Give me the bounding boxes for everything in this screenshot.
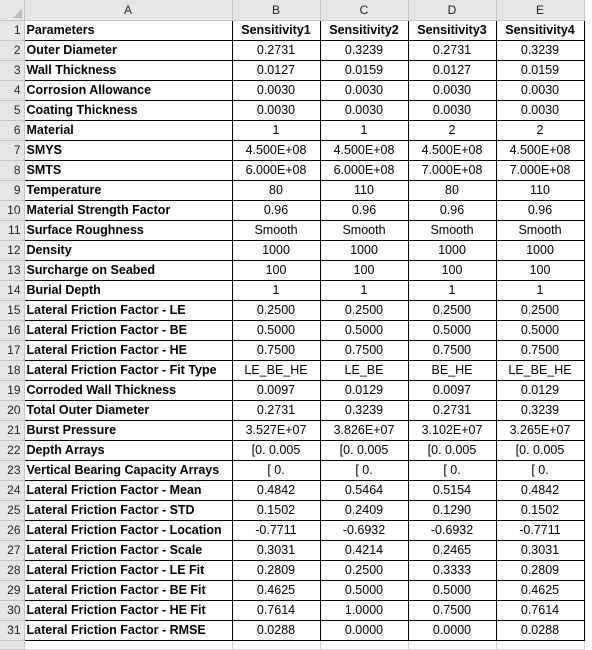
table-row [0,60,584,80]
value-cell-sensitivity2[interactable]: 6.000E+08 [320,160,408,180]
row-header[interactable]: 2 [0,40,24,60]
table-row [0,440,584,460]
table-row [0,240,584,260]
value-cell-sensitivity3[interactable]: 0.0127 [408,60,496,80]
value-cell-sensitivity4[interactable]: [0. 0.005 [496,440,584,460]
table-row [0,140,584,160]
value-cell-sensitivity4[interactable]: 0.7500 [496,340,584,360]
parameter-cell[interactable]: Lateral Friction Factor - LE [24,300,232,320]
value-cell-sensitivity1[interactable]: [0. 0.005 [232,440,320,460]
data-rows [0,40,584,640]
value-cell-sensitivity4[interactable]: 0.3239 [496,40,584,60]
value-cell-sensitivity3[interactable]: 4.500E+08 [408,140,496,160]
row-header[interactable]: 11 [0,220,24,240]
value-cell-sensitivity1[interactable]: 0.4625 [232,580,320,600]
value-cell-sensitivity3[interactable]: Smooth [408,220,496,240]
value-cell-sensitivity4[interactable]: 0.7614 [496,600,584,620]
table-row [0,480,584,500]
value-cell-sensitivity1[interactable]: 4.500E+08 [232,140,320,160]
value-cell-sensitivity1[interactable]: 0.96 [232,200,320,220]
value-cell-sensitivity4[interactable]: 100 [496,260,584,280]
row-header[interactable]: 13 [0,260,24,280]
table-row [0,500,584,520]
table-row [0,260,584,280]
value-cell-sensitivity3[interactable]: 2 [408,120,496,140]
value-cell-sensitivity1[interactable]: 3.527E+07 [232,420,320,440]
value-cell-sensitivity2[interactable]: 0.96 [320,200,408,220]
value-cell-sensitivity3[interactable]: 0.0097 [408,380,496,400]
value-cell-sensitivity3[interactable]: 0.0030 [408,100,496,120]
value-cell-sensitivity3[interactable]: 0.96 [408,200,496,220]
column-header-a[interactable]: A [24,0,232,20]
row-header[interactable]: 22 [0,440,24,460]
parameter-cell[interactable]: Lateral Friction Factor - RMSE [24,620,232,640]
row-header[interactable]: 19 [0,380,24,400]
parameter-cell[interactable]: Lateral Friction Factor - HE Fit [24,600,232,620]
table-row [0,560,584,580]
value-cell-sensitivity2[interactable]: 0.0159 [320,60,408,80]
cell-parameters-header[interactable]: Parameters [24,20,232,40]
value-cell-sensitivity1[interactable]: 80 [232,180,320,200]
cell-sensitivity4-header[interactable]: Sensitivity4 [496,20,584,40]
value-cell-sensitivity4[interactable]: Smooth [496,220,584,240]
value-cell-sensitivity1[interactable]: 1000 [232,240,320,260]
table-row [0,600,584,620]
table-row [0,320,584,340]
cell[interactable] [496,640,584,649]
parameter-cell[interactable]: Coating Thickness [24,100,232,120]
parameter-cell[interactable]: Lateral Friction Factor - BE Fit [24,580,232,600]
value-cell-sensitivity1[interactable]: 0.7614 [232,600,320,620]
value-cell-sensitivity1[interactable]: -0.7711 [232,520,320,540]
row-header[interactable]: 28 [0,560,24,580]
value-cell-sensitivity2[interactable]: 4.500E+08 [320,140,408,160]
value-cell-sensitivity1[interactable]: 100 [232,260,320,280]
value-cell-sensitivity4[interactable]: 4.500E+08 [496,140,584,160]
cell[interactable] [320,640,408,649]
parameter-cell[interactable]: Lateral Friction Factor - HE [24,340,232,360]
table-row [0,460,584,480]
parameter-cell[interactable]: SMTS [24,160,232,180]
value-cell-sensitivity4[interactable]: 2 [496,120,584,140]
value-cell-sensitivity4[interactable]: 0.4842 [496,480,584,500]
parameter-cell[interactable]: Lateral Friction Factor - STD [24,500,232,520]
select-all-triangle-icon [13,9,22,18]
parameter-cell[interactable]: Corroded Wall Thickness [24,380,232,400]
table-row [0,400,584,420]
row-header[interactable]: 6 [0,120,24,140]
value-cell-sensitivity4[interactable]: 0.2500 [496,300,584,320]
value-cell-sensitivity2[interactable]: [ 0. [320,460,408,480]
row-header[interactable]: 15 [0,300,24,320]
table-row [0,620,584,640]
value-cell-sensitivity3[interactable]: 0.2731 [408,400,496,420]
parameter-cell[interactable]: Lateral Friction Factor - Fit Type [24,360,232,380]
value-cell-sensitivity4[interactable]: 0.0288 [496,620,584,640]
value-cell-sensitivity3[interactable]: 0.1290 [408,500,496,520]
value-cell-sensitivity2[interactable]: 0.5464 [320,480,408,500]
value-cell-sensitivity2[interactable]: 0.2409 [320,500,408,520]
value-cell-sensitivity1[interactable]: [ 0. [232,460,320,480]
value-cell-sensitivity4[interactable]: -0.7711 [496,520,584,540]
value-cell-sensitivity1[interactable]: 0.5000 [232,320,320,340]
table-row [0,180,584,200]
row-header[interactable]: 27 [0,540,24,560]
value-cell-sensitivity3[interactable]: BE_HE [408,360,496,380]
value-cell-sensitivity2[interactable]: 1000 [320,240,408,260]
value-cell-sensitivity3[interactable]: [0. 0.005 [408,440,496,460]
row-header[interactable]: 1 [0,20,24,40]
table-row [0,540,584,560]
value-cell-sensitivity4[interactable]: 0.5000 [496,320,584,340]
parameter-cell[interactable]: Material [24,120,232,140]
value-cell-sensitivity3[interactable]: 1 [408,280,496,300]
row-header[interactable]: 29 [0,580,24,600]
value-cell-sensitivity1[interactable]: 0.0288 [232,620,320,640]
value-cell-sensitivity3[interactable]: 0.2731 [408,40,496,60]
value-cell-sensitivity2[interactable]: 0.5000 [320,580,408,600]
value-cell-sensitivity3[interactable]: 0.5000 [408,580,496,600]
table-row [0,100,584,120]
value-cell-sensitivity4[interactable]: 0.0129 [496,380,584,400]
value-cell-sensitivity3[interactable]: 0.2500 [408,300,496,320]
value-cell-sensitivity4[interactable]: 0.3239 [496,400,584,420]
value-cell-sensitivity3[interactable]: 100 [408,260,496,280]
row-header[interactable]: 17 [0,340,24,360]
table-row [0,580,584,600]
value-cell-sensitivity2[interactable]: 0.5000 [320,320,408,340]
value-cell-sensitivity1[interactable]: 0.2731 [232,400,320,420]
row-header[interactable]: 10 [0,200,24,220]
parameter-cell[interactable]: Burial Depth [24,280,232,300]
table-row [0,220,584,240]
column-header-b[interactable]: B [232,0,320,20]
value-cell-sensitivity4[interactable]: 0.1502 [496,500,584,520]
value-cell-sensitivity4[interactable]: 1000 [496,240,584,260]
table-row [0,280,584,300]
parameter-cell[interactable]: Temperature [24,180,232,200]
value-cell-sensitivity1[interactable]: 0.0030 [232,80,320,100]
row-header[interactable]: 7 [0,140,24,160]
value-cell-sensitivity1[interactable]: 0.1502 [232,500,320,520]
value-cell-sensitivity2[interactable]: 0.3239 [320,400,408,420]
parameter-cell[interactable]: Vertical Bearing Capacity Arrays [24,460,232,480]
parameter-cell[interactable]: Corrosion Allowance [24,80,232,100]
table-row [0,340,584,360]
value-cell-sensitivity3[interactable]: 0.7500 [408,600,496,620]
parameter-cell[interactable]: Lateral Friction Factor - Mean [24,480,232,500]
table-row [0,40,584,60]
row-header[interactable] [0,640,24,649]
row-header[interactable]: 14 [0,280,24,300]
value-cell-sensitivity2[interactable]: -0.6932 [320,520,408,540]
value-cell-sensitivity2[interactable]: 100 [320,260,408,280]
value-cell-sensitivity1[interactable]: 0.0127 [232,60,320,80]
row-header[interactable]: 23 [0,460,24,480]
column-header-e[interactable]: E [496,0,584,20]
value-cell-sensitivity1[interactable]: 0.7500 [232,340,320,360]
column-header-d[interactable]: D [408,0,496,20]
value-cell-sensitivity2[interactable]: 0.0030 [320,80,408,100]
row-header[interactable]: 21 [0,420,24,440]
parameter-cell[interactable]: Lateral Friction Factor - Scale [24,540,232,560]
value-cell-sensitivity1[interactable]: 0.2809 [232,560,320,580]
value-cell-sensitivity3[interactable]: 80 [408,180,496,200]
row-header[interactable]: 9 [0,180,24,200]
value-cell-sensitivity1[interactable]: LE_BE_HE [232,360,320,380]
value-cell-sensitivity4[interactable]: 0.2809 [496,560,584,580]
row-header[interactable]: 31 [0,620,24,640]
value-cell-sensitivity2[interactable]: [0. 0.005 [320,440,408,460]
table-row [0,200,584,220]
value-cell-sensitivity4[interactable]: 7.000E+08 [496,160,584,180]
value-cell-sensitivity1[interactable]: 0.2731 [232,40,320,60]
cell[interactable] [408,640,496,649]
parameter-cell[interactable]: Lateral Friction Factor - Location [24,520,232,540]
value-cell-sensitivity1[interactable]: 0.2500 [232,300,320,320]
parameter-cell[interactable]: Depth Arrays [24,440,232,460]
column-header-row [0,0,584,20]
value-cell-sensitivity1[interactable]: 6.000E+08 [232,160,320,180]
parameter-cell[interactable]: Total Outer Diameter [24,400,232,420]
column-header-c[interactable]: C [320,0,408,20]
row-header[interactable]: 20 [0,400,24,420]
value-cell-sensitivity4[interactable]: [ 0. [496,460,584,480]
value-cell-sensitivity3[interactable]: 0.3333 [408,560,496,580]
value-cell-sensitivity2[interactable]: 0.0030 [320,100,408,120]
value-cell-sensitivity1[interactable]: 0.0097 [232,380,320,400]
row-header[interactable]: 3 [0,60,24,80]
value-cell-sensitivity4[interactable]: 0.0030 [496,100,584,120]
value-cell-sensitivity1[interactable]: 0.3031 [232,540,320,560]
value-cell-sensitivity3[interactable]: 7.000E+08 [408,160,496,180]
value-cell-sensitivity4[interactable]: 1 [496,280,584,300]
value-cell-sensitivity2[interactable]: Smooth [320,220,408,240]
parameter-cell[interactable]: SMYS [24,140,232,160]
value-cell-sensitivity2[interactable]: 0.2500 [320,300,408,320]
row-header[interactable]: 5 [0,100,24,120]
cell-sensitivity1-header[interactable]: Sensitivity1 [232,20,320,40]
row-header[interactable]: 25 [0,500,24,520]
value-cell-sensitivity3[interactable]: 0.7500 [408,340,496,360]
cell-sensitivity3-header[interactable]: Sensitivity3 [408,20,496,40]
value-cell-sensitivity4[interactable]: 110 [496,180,584,200]
parameter-cell[interactable]: Lateral Friction Factor - BE [24,320,232,340]
value-cell-sensitivity3[interactable]: 0.0000 [408,620,496,640]
parameter-cell[interactable]: Lateral Friction Factor - LE Fit [24,560,232,580]
value-cell-sensitivity3[interactable]: 0.5000 [408,320,496,340]
parameter-cell[interactable]: Density [24,240,232,260]
parameter-cell[interactable]: Outer Diameter [24,40,232,60]
value-cell-sensitivity1[interactable]: Smooth [232,220,320,240]
value-cell-sensitivity2[interactable]: 0.0129 [320,380,408,400]
row-header[interactable]: 4 [0,80,24,100]
partial-row [0,640,584,649]
row-header[interactable]: 24 [0,480,24,500]
cell[interactable] [232,640,320,649]
table-row [0,120,584,140]
value-cell-sensitivity3[interactable]: 0.0030 [408,80,496,100]
row-header[interactable]: 26 [0,520,24,540]
value-cell-sensitivity4[interactable]: 3.265E+07 [496,420,584,440]
value-cell-sensitivity2[interactable]: 3.826E+07 [320,420,408,440]
value-cell-sensitivity3[interactable]: 3.102E+07 [408,420,496,440]
value-cell-sensitivity4[interactable]: 0.3031 [496,540,584,560]
value-cell-sensitivity2[interactable]: 0.7500 [320,340,408,360]
value-cell-sensitivity3[interactable]: 1000 [408,240,496,260]
value-cell-sensitivity3[interactable]: 0.2465 [408,540,496,560]
value-cell-sensitivity2[interactable]: 1.0000 [320,600,408,620]
cell[interactable] [24,640,232,649]
value-cell-sensitivity2[interactable]: 0.4214 [320,540,408,560]
value-cell-sensitivity4[interactable]: 0.96 [496,200,584,220]
table-row [0,80,584,100]
value-cell-sensitivity2[interactable]: 1 [320,120,408,140]
parameter-cell[interactable]: Surface Roughness [24,220,232,240]
value-cell-sensitivity1[interactable]: 0.4842 [232,480,320,500]
value-cell-sensitivity1[interactable]: 0.0030 [232,100,320,120]
value-cell-sensitivity4[interactable]: LE_BE_HE [496,360,584,380]
value-cell-sensitivity4[interactable]: 0.0159 [496,60,584,80]
table-row [0,300,584,320]
value-cell-sensitivity3[interactable]: [ 0. [408,460,496,480]
value-cell-sensitivity3[interactable]: -0.6932 [408,520,496,540]
table-row [0,520,584,540]
value-cell-sensitivity4[interactable]: 0.0030 [496,80,584,100]
row-header[interactable]: 12 [0,240,24,260]
row-header[interactable]: 30 [0,600,24,620]
value-cell-sensitivity2[interactable]: 1 [320,280,408,300]
value-cell-sensitivity2[interactable]: 0.2500 [320,560,408,580]
value-cell-sensitivity2[interactable]: 0.3239 [320,40,408,60]
value-cell-sensitivity4[interactable]: 0.4625 [496,580,584,600]
value-cell-sensitivity2[interactable]: LE_BE [320,360,408,380]
cell-sensitivity2-header[interactable]: Sensitivity2 [320,20,408,40]
parameter-cell[interactable]: Burst Pressure [24,420,232,440]
parameter-cell[interactable]: Surcharge on Seabed [24,260,232,280]
value-cell-sensitivity2[interactable]: 0.0000 [320,620,408,640]
table-row [0,160,584,180]
parameter-cell[interactable]: Material Strength Factor [24,200,232,220]
value-cell-sensitivity2[interactable]: 110 [320,180,408,200]
value-cell-sensitivity1[interactable]: 1 [232,280,320,300]
table-row [0,420,584,440]
table-row [0,360,584,380]
table-row [0,380,584,400]
value-cell-sensitivity3[interactable]: 0.5154 [408,480,496,500]
row-header[interactable]: 16 [0,320,24,340]
header-row [0,20,584,40]
value-cell-sensitivity1[interactable]: 1 [232,120,320,140]
row-header[interactable]: 18 [0,360,24,380]
parameter-cell[interactable]: Wall Thickness [24,60,232,80]
row-header[interactable]: 8 [0,160,24,180]
select-all-corner[interactable] [0,0,24,20]
